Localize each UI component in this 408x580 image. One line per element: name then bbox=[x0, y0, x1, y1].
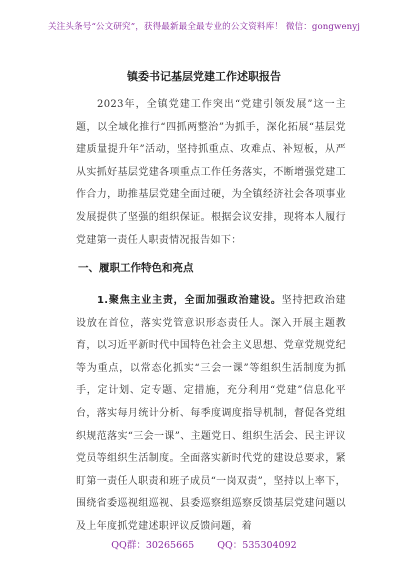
intro-paragraph: 2023年，全镇党建工作突出“党建引领发展”这一主题，以全域化推行“四抓两整治”为抓手，深化拓展“基层党建质量提升年”活动，坚持抓重点、攻难点、补短板，从严从实抓好基层党建各项重点工作任务落实，不断增强党建工作合力，助推基层党建全面过硬，为全镇经济社会各项事业发展提供了坚强的组织保证。根据会议安排，现将本人履行党建第一责任人职责情况报告如下： bbox=[76, 99, 346, 246]
section-heading-1: 一、履职工作特色和亮点 bbox=[78, 262, 194, 274]
header-promo-note: 关注头条号“公文研究”，获得最新最全最专业的公文资料库！ 微信：gongwenyj bbox=[47, 22, 361, 32]
paragraph-2-lead: 1.聚焦主业主责，全面加强政治建设。 bbox=[97, 295, 282, 306]
paragraph-2-body: 坚持把政治建设放在首位，落实党管意识形态责任人。深入开展主题教育，以习近平新时代中国特色社会主义思想、党章党规党纪等为重点，以常态化抓实“三会一课”等组织生活制度为抓手，定计划、定专题、定措施，充分利用“党建”信息化平台，落实每月统计分析、每季度调度指导机制，督促各党组织规范落实“三会一课”、主题党日、组织生活会、民主评议党员等组织生活制度。全面落实新时代党的建设总要求，紧盯第一责任人职责和班子成员“一岗双责”，坚持以上率下，围绕省委巡视组巡视、县委巡察组巡察反馈基层党建问题以及上年度抓党建述职评议反馈问题，着 bbox=[76, 295, 346, 532]
document-title: 镇委书记基层党建工作述职报告 bbox=[127, 70, 281, 83]
footer-qq-group: QQ群：30265665 bbox=[111, 540, 195, 551]
footer-qq: QQ：535304092 bbox=[217, 540, 297, 551]
paragraph-2 bbox=[76, 290, 346, 539]
footer-contact bbox=[0, 537, 408, 551]
